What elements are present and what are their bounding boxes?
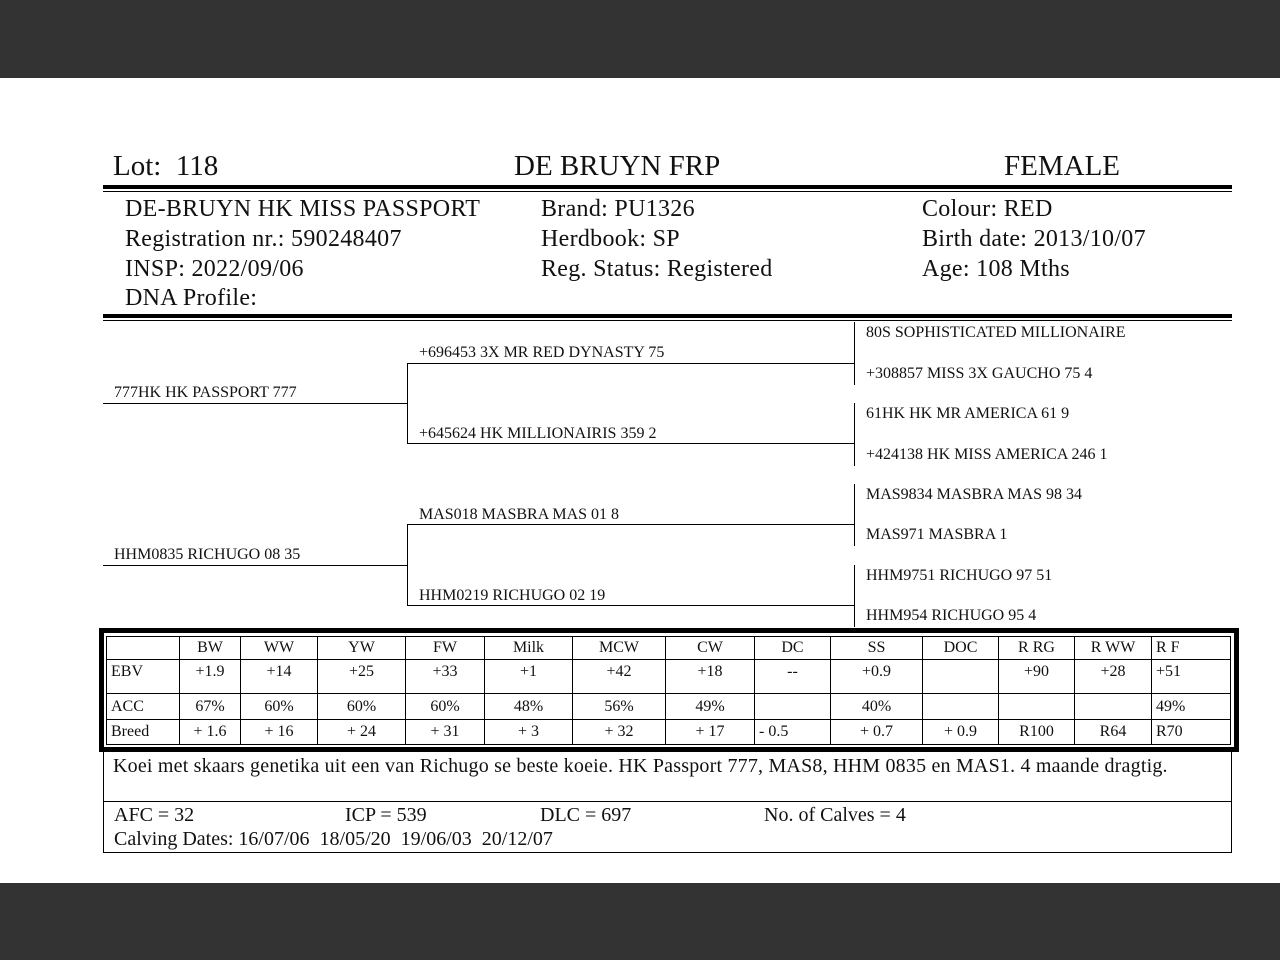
pedigree-gg-5: MAS9834 MASBRA MAS 98 34 — [866, 486, 1083, 503]
acc-cell: 56% — [573, 694, 666, 720]
pedigree-gg-6: MAS971 MASBRA 1 — [866, 526, 1008, 543]
ebv-header-cell: MCW — [573, 637, 666, 660]
pedigree-sire-sire: +696453 3X MR RED DYNASTY 75 — [419, 344, 665, 361]
ebv-header-cell: R WW — [1075, 637, 1152, 660]
ebv-header-cell: R F — [1152, 637, 1231, 660]
breed-cell: + 17 — [666, 720, 755, 745]
ebv-cell: +1 — [485, 660, 573, 694]
pedigree-dam-sire: MAS018 MASBRA MAS 01 8 — [419, 506, 620, 523]
ebv-header-cell: SS — [831, 637, 923, 660]
breed-cell: + 16 — [241, 720, 318, 745]
acc-cell — [755, 694, 831, 720]
gg-bracket-4 — [854, 565, 855, 627]
acc-cell: 60% — [318, 694, 406, 720]
icp-value: ICP = 539 — [345, 804, 427, 826]
herdbook: Herdbook: SP — [541, 226, 680, 252]
pedigree-gg-7: HHM9751 RICHUGO 97 51 — [866, 567, 1053, 584]
pedigree-gg-3: 61HK HK MR AMERICA 61 9 — [866, 405, 1070, 422]
bottom-letterbox-bar — [0, 883, 1280, 960]
ebv-cell: -- — [755, 660, 831, 694]
breed-cell: + 0.9 — [923, 720, 999, 745]
breed-cell: + 24 — [318, 720, 406, 745]
ebv-cell: +28 — [1075, 660, 1152, 694]
sire-dam-line — [407, 443, 854, 444]
gg-bracket-3 — [854, 484, 855, 546]
ebv-header-cell: FW — [406, 637, 485, 660]
sire-sire-line — [407, 363, 854, 364]
breed-cell: + 1.6 — [180, 720, 241, 745]
breed-cell: + 32 — [573, 720, 666, 745]
calves-count: No. of Calves = 4 — [764, 804, 906, 826]
acc-cell: 60% — [406, 694, 485, 720]
ebv-cell: +33 — [406, 660, 485, 694]
pedigree-gg-2: +308857 MISS 3X GAUCHO 75 4 — [866, 365, 1093, 382]
ebv-row-label: EBV — [107, 660, 180, 694]
ebv-cell: +90 — [999, 660, 1075, 694]
dam-bracket — [407, 524, 408, 606]
ebv-cell: +0.9 — [831, 660, 923, 694]
breed-cell: R70 — [1152, 720, 1231, 745]
breed-cell: + 31 — [406, 720, 485, 745]
ebv-header-row — [107, 637, 1231, 660]
animal-name: DE-BRUYN HK MISS PASSPORT — [125, 196, 481, 222]
pedigree-gg-8: HHM954 RICHUGO 95 4 — [866, 607, 1037, 624]
acc-cell — [923, 694, 999, 720]
gg-bracket-2 — [854, 403, 855, 466]
gg-bracket-1 — [854, 322, 855, 385]
ebv-header-cell: DOC — [923, 637, 999, 660]
lot-number: 118 — [175, 150, 219, 182]
breed-cell: R100 — [999, 720, 1075, 745]
pedigree-sire: 777HK HK PASSPORT 777 — [114, 384, 297, 401]
registration-status: Reg. Status: Registered — [541, 256, 773, 282]
info-rule-thin — [103, 320, 1232, 321]
acc-cell: 48% — [485, 694, 573, 720]
sire-line — [103, 403, 408, 404]
ebv-cell: +1.9 — [180, 660, 241, 694]
ebv-header-cell: WW — [241, 637, 318, 660]
lot-heading — [113, 150, 218, 183]
ebv-header-cell: DC — [755, 637, 831, 660]
dam-line — [103, 565, 408, 566]
ebv-header-cell — [107, 637, 180, 660]
breed-cell: + 0.7 — [831, 720, 923, 745]
age: Age: 108 Mths — [922, 256, 1070, 282]
ebv-cell: +42 — [573, 660, 666, 694]
header-rule-thick — [103, 185, 1232, 189]
breed-cell: R64 — [1075, 720, 1152, 745]
lot-label: Lot: — [113, 150, 162, 182]
pedigree-gg-4: +424138 HK MISS AMERICA 246 1 — [866, 446, 1108, 463]
breed-row-label: Breed — [107, 720, 180, 745]
breed-cell: - 0.5 — [755, 720, 831, 745]
afc-value: AFC = 32 — [114, 804, 195, 826]
breed-cell: + 3 — [485, 720, 573, 745]
comment-text: Koei met skaars genetika uit een van Richugo se beste koeie. HK Passport 777, MAS8, HHM 0835 en MAS1. 4 maande dragtig. — [113, 755, 1168, 777]
breed-row — [107, 720, 1231, 745]
acc-cell — [1075, 694, 1152, 720]
dna-profile: DNA Profile: — [125, 285, 258, 311]
pedigree-dam: HHM0835 RICHUGO 08 35 — [114, 546, 301, 563]
breeder-name: DE BRUYN FRP — [514, 150, 721, 182]
brand: Brand: PU1326 — [541, 196, 695, 222]
acc-cell — [999, 694, 1075, 720]
acc-cell: 40% — [831, 694, 923, 720]
dam-dam-line — [407, 605, 854, 606]
top-letterbox-bar — [0, 0, 1280, 78]
colour: Colour: RED — [922, 196, 1053, 222]
ebv-header-cell: YW — [318, 637, 406, 660]
ebv-row — [107, 660, 1231, 694]
header-rule-thin — [103, 191, 1232, 192]
acc-row-label: ACC — [107, 694, 180, 720]
acc-row — [107, 694, 1231, 720]
acc-cell: 60% — [241, 694, 318, 720]
calving-dates: Calving Dates: 16/07/06 18/05/20 19/06/03 20/12/07 — [114, 828, 553, 850]
ebv-cell: +14 — [241, 660, 318, 694]
pedigree-sire-dam: +645624 HK MILLIONAIRIS 359 2 — [419, 425, 657, 442]
sex-label: FEMALE — [1004, 150, 1120, 182]
sire-bracket — [407, 363, 408, 444]
ebv-header-cell: Milk — [485, 637, 573, 660]
dam-sire-line — [407, 524, 854, 525]
ebv-cell — [923, 660, 999, 694]
ebv-cell: +51 — [1152, 660, 1231, 694]
birth-date: Birth date: 2013/10/07 — [922, 226, 1146, 252]
ebv-table — [106, 636, 1231, 745]
acc-cell: 49% — [1152, 694, 1231, 720]
dlc-value: DLC = 697 — [540, 804, 632, 826]
ebv-header-cell: BW — [180, 637, 241, 660]
ebv-cell: +25 — [318, 660, 406, 694]
ebv-header-cell: R RG — [999, 637, 1075, 660]
ebv-header-cell: CW — [666, 637, 755, 660]
acc-cell: 67% — [180, 694, 241, 720]
pedigree-dam-dam: HHM0219 RICHUGO 02 19 — [419, 587, 606, 604]
registration-number: Registration nr.: 590248407 — [125, 226, 402, 252]
pedigree-gg-1: 80S SOPHISTICATED MILLIONAIRE — [866, 324, 1126, 341]
ebv-cell: +18 — [666, 660, 755, 694]
inspection-date: INSP: 2022/09/06 — [125, 256, 304, 282]
acc-cell: 49% — [666, 694, 755, 720]
info-rule-thick — [103, 314, 1232, 318]
